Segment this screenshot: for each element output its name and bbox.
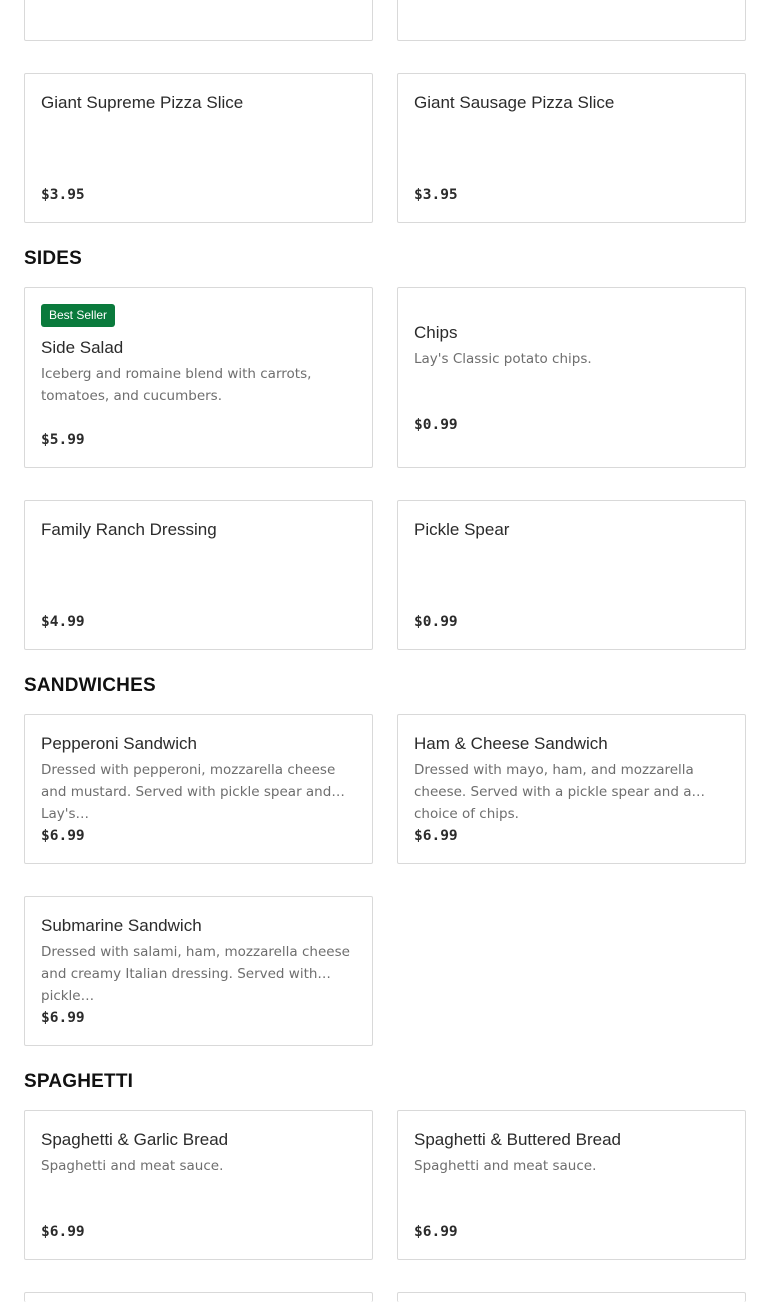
item-name: Giant Sausage Pizza Slice — [414, 93, 615, 112]
item-name: Chips — [414, 323, 458, 342]
section-title-sides: SIDES — [24, 248, 83, 269]
item-price: $6.99 — [41, 828, 85, 844]
menu-item-card[interactable] — [24, 1110, 373, 1260]
best-seller-badge: Best Seller — [41, 304, 115, 327]
menu-item-card[interactable] — [24, 1292, 373, 1302]
item-description: Iceberg and romaine blend with carrots, tomatoes, and cucumbers. — [41, 366, 312, 404]
item-price: $4.99 — [41, 614, 85, 630]
menu-item-card[interactable] — [397, 1110, 746, 1260]
item-description: Dressed with mayo, ham, and mozzarella cheese. Served with a pickle spear and a choice of chips. — [414, 762, 694, 822]
item-price: $6.99 — [414, 1224, 458, 1240]
item-price: $3.95 — [41, 187, 85, 203]
section-title-spaghetti: SPAGHETTI — [24, 1071, 134, 1092]
menu-item-card[interactable] — [397, 1292, 746, 1302]
menu-item-card[interactable] — [24, 500, 373, 650]
item-description: Dressed with pepperoni, mozzarella cheese and mustard. Served with pickle spear and Lay's… — [41, 762, 336, 822]
item-price: $6.99 — [414, 828, 458, 844]
item-price: $6.99 — [41, 1224, 85, 1240]
item-name: Spaghetti & Buttered Bread — [414, 1130, 621, 1149]
menu-item-card[interactable] — [397, 500, 746, 650]
menu-item-card[interactable] — [397, 0, 746, 41]
item-name: Family Ranch Dressing — [41, 520, 217, 539]
item-price: $6.99 — [41, 1010, 85, 1026]
item-description: Dressed with salami, ham, mozzarella cheese and creamy Italian dressing. Served with pickle… — [41, 944, 350, 1004]
item-name: Spaghetti & Garlic Bread — [41, 1130, 229, 1149]
item-description: Lay's Classic potato chips. — [414, 351, 592, 367]
item-price: $5.99 — [41, 432, 85, 448]
item-description: Spaghetti and meat sauce. — [41, 1158, 224, 1174]
item-price: $3.95 — [414, 187, 458, 203]
section-title-sandwiches: SANDWICHES — [24, 675, 156, 696]
item-price: $0.99 — [414, 417, 458, 433]
item-name: Pepperoni Sandwich — [41, 734, 197, 753]
item-name: Side Salad — [41, 338, 124, 357]
item-name: Ham & Cheese Sandwich — [414, 734, 608, 753]
menu-item-card[interactable] — [24, 714, 373, 864]
menu-item-card[interactable] — [397, 73, 746, 223]
item-price: $0.99 — [414, 614, 458, 630]
menu-item-card[interactable] — [24, 287, 373, 468]
menu-item-card[interactable] — [397, 714, 746, 864]
item-name: Giant Supreme Pizza Slice — [41, 93, 244, 112]
menu-item-card[interactable] — [397, 287, 746, 468]
menu-item-card[interactable] — [24, 73, 373, 223]
item-name: Submarine Sandwich — [41, 916, 202, 935]
item-description: Spaghetti and meat sauce. — [414, 1158, 597, 1174]
menu-item-card[interactable] — [24, 0, 373, 41]
item-name: Pickle Spear — [414, 520, 510, 539]
menu-item-card[interactable] — [24, 896, 373, 1046]
